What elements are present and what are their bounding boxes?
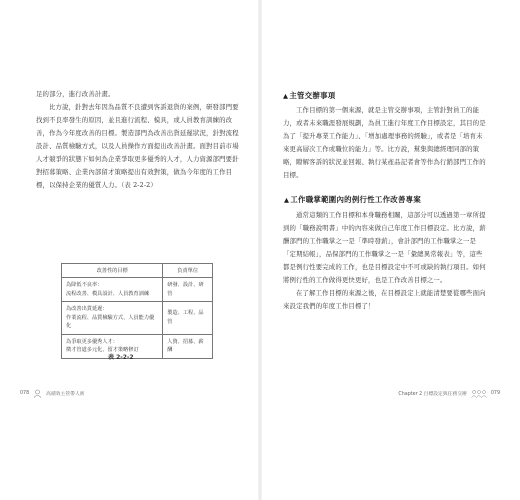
book-title: 高績效主管帶人術 xyxy=(46,392,85,397)
paragraph: 比方說，針對去年因為品質不良遭到客訴退貨的案例，研發部門要找到不良率發生的原因，並且進行流程、模具，或人員教育訓練的改善，作為今年度改善的目標。製造部門為改善出貨延遲狀況，針對流程設計、品質檢驗方式，以及人員操作方面提出改善計畫。面對目前市場人才競爭的狀態下如何為企業爭取更多優秀的人才，人力資源部門要針對招募策略、企業內部留才策略提出有效對策，做為今年度的工作目標，以保持企業的優質人力。（表 2-2-2） xyxy=(36,103,239,189)
right-footer xyxy=(398,389,500,398)
page-number: 078 xyxy=(20,391,30,396)
left-footer xyxy=(20,389,85,398)
table-cell-unit: 研發、設計、研管 xyxy=(163,278,213,302)
paragraph: 足的部分，進行改善計畫。 xyxy=(36,90,115,98)
paragraph: 工作目標的第一個來源，就是主管交辦事項，主管針對員工的能力，或者未來職涯發展規劃，為員工進行年度工作目標設定，其目的是為了「提升專業工作能力」、「增加處理事務的經驗」，或者是「培育未來更高層次工作或職位的能力」等。比方說，幫集與總經理同部的策略，瞭解客訴的狀況並回報、執行某產品記者會等作為行銷部門工作的目標。 xyxy=(283,106,486,179)
heading-text: 工作職掌範圍內的例行性工作改善專案 xyxy=(290,195,422,204)
goal-detail: 徵才管道多元化、留才策略修訂 xyxy=(66,347,139,353)
goal-detail: 流程改善、模具設計、人員教育訓練 xyxy=(66,290,150,297)
section1-body xyxy=(283,104,489,182)
improvement-goals-table xyxy=(61,263,213,359)
book-gutter xyxy=(258,0,262,500)
goal-title: 為改善出貨延遲： xyxy=(66,306,108,312)
table-row xyxy=(62,334,213,358)
paragraph: 通常這類的工作目標和本身職務相關，這部分可以透過第一章所提到的「職務說明書」中的內容來做自己年度工作目標設定。比方說，薪酬部門的工作職掌之一是「準時發薪」，會計部門的工作職掌之一是「定期結帳」，品保部門的工作職掌之一是「彙總異常報表」等，這些都是例行性要完成的工作，也是目標設定中不可或缺的執行項目。如何將例行性的工作做得更快更好，也是工作改善目標之一。 xyxy=(283,211,486,284)
table-cell-unit: 製造、工程、品管 xyxy=(163,302,213,335)
chapter-title: Chapter 2 目標設定與任務交辦 xyxy=(398,392,467,397)
table-cell-unit: 人資、招募、薪酬 xyxy=(163,334,213,358)
section2-body xyxy=(283,209,489,313)
triangle-bullet-icon: ▲ xyxy=(283,92,289,100)
left-page-body xyxy=(36,88,240,192)
table-header-row xyxy=(62,264,213,278)
goal-detail: 作業流程、品質檢驗方式、人員能力優化 xyxy=(66,314,155,329)
table-cell-goal xyxy=(62,302,163,335)
goal-title: 為爭取更多優秀人才： xyxy=(66,338,118,345)
paragraph: 在了解工作目標的來源之後，在目標設定上就能清楚要從哪些面向來設定我們的年度工作目標了！ xyxy=(283,289,486,310)
table-cell-goal xyxy=(62,278,163,302)
table-header-unit: 負責單位 xyxy=(163,264,213,278)
section-heading xyxy=(284,194,421,205)
table-row xyxy=(62,302,213,335)
table-caption: 表 2-2-2 xyxy=(108,354,134,361)
people-group-icon xyxy=(471,389,487,398)
triangle-bullet-icon: ▲ xyxy=(284,196,290,204)
table-row xyxy=(62,278,213,302)
goal-title: 為降低不良率： xyxy=(66,282,103,288)
heading-text: 主管交辦事項 xyxy=(289,91,336,100)
section-heading xyxy=(283,90,335,101)
page-number: 079 xyxy=(490,391,500,396)
table-header-goal: 改善性的目標 xyxy=(62,264,163,278)
person-outline-icon xyxy=(33,389,42,398)
